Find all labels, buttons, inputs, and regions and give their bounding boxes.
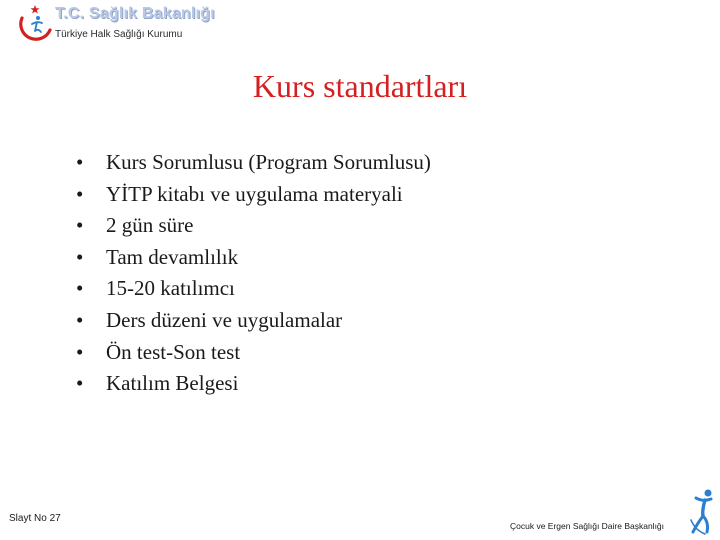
slide-number: Slayt No 27 <box>9 513 61 524</box>
list-item-text: Ders düzeni ve uygulamalar <box>106 307 343 332</box>
slide-title-text: Kurs standartları <box>252 68 468 104</box>
org-subtitle: Türkiye Halk Sağlığı Kurumu <box>55 29 183 40</box>
bullet-symbol: • <box>76 276 84 301</box>
list-item-text: YİTP kitabı ve uygulama materyali <box>106 181 403 206</box>
list-item <box>76 368 431 400</box>
list-item <box>76 273 431 305</box>
bullet-symbol: • <box>76 244 84 269</box>
list-item <box>76 179 431 211</box>
ministry-logo-icon <box>18 4 54 42</box>
list-item-text: Katılım Belgesi <box>106 371 239 396</box>
list-item-text: Ön test-Son test <box>106 339 241 364</box>
bullet-symbol: • <box>76 307 84 332</box>
child-figure-icon <box>687 486 717 538</box>
list-item-text: Tam devamlılık <box>106 244 239 269</box>
footer-department: Çocuk ve Ergen Sağlığı Daire Başkanlığı <box>510 521 665 531</box>
list-item <box>76 210 431 242</box>
bullet-symbol: • <box>76 371 84 396</box>
bullet-symbol: • <box>76 213 84 238</box>
list-item-text: 2 gün süre <box>106 213 194 238</box>
bullet-symbol: • <box>76 181 84 206</box>
list-item <box>76 242 431 274</box>
slide-title <box>0 68 720 105</box>
list-item <box>76 337 431 369</box>
list-item-text: 15-20 katılımcı <box>106 276 235 301</box>
list-item <box>76 305 431 337</box>
list-item <box>76 147 431 179</box>
org-title: T.C. Sağlık Bakanlığı <box>55 5 215 22</box>
list-item-text: Kurs Sorumlusu (Program Sorumlusu) <box>106 150 431 174</box>
bullet-symbol: • <box>76 339 84 364</box>
bullet-list <box>76 147 431 400</box>
bullet-symbol: • <box>76 150 84 174</box>
